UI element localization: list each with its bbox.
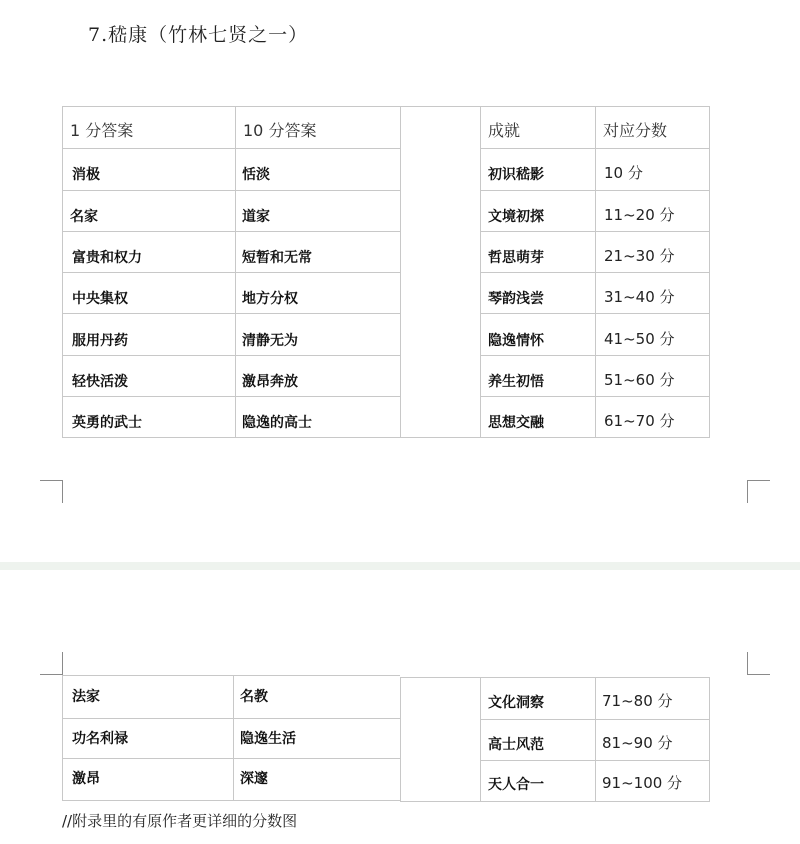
header-achievement: 成就 (488, 121, 521, 140)
achievement-name: 文化洞察 (488, 695, 544, 711)
score-range: 81~90 分 (602, 734, 673, 752)
answer-1pt: 中央集权 (72, 291, 128, 307)
page-margin-mark (40, 652, 63, 675)
answer-10pt: 清静无为 (242, 333, 298, 349)
answer-1pt: 服用丹药 (72, 333, 128, 349)
answer-10pt: 深邃 (240, 771, 268, 787)
header-score: 对应分数 (603, 121, 668, 140)
achievement-name: 思想交融 (488, 415, 544, 431)
achievement-name: 隐逸情怀 (488, 333, 544, 349)
answer-10pt: 名教 (240, 689, 268, 705)
header-1-point: 1 分答案 (70, 121, 134, 140)
answer-10pt: 地方分权 (242, 291, 298, 307)
answer-1pt: 名家 (70, 209, 98, 225)
answer-1pt: 英勇的武士 (72, 415, 142, 431)
score-range: 71~80 分 (602, 692, 673, 710)
page-margin-mark (40, 480, 63, 503)
achievement-name: 初识嵇影 (488, 167, 544, 183)
achievement-name: 琴韵浅尝 (488, 291, 544, 307)
page-margin-mark (747, 652, 770, 675)
achievement-name: 哲思萌芽 (488, 250, 544, 266)
score-range: 91~100 分 (602, 774, 683, 792)
achievement-name: 文境初探 (488, 209, 544, 225)
achievement-name: 养生初悟 (488, 374, 544, 390)
answer-10pt: 短暂和无常 (242, 250, 312, 266)
score-range: 41~50 分 (604, 330, 675, 348)
answer-1pt: 激昂 (72, 771, 100, 787)
answer-10pt: 隐逸的高士 (242, 415, 312, 431)
answer-1pt: 富贵和权力 (72, 250, 142, 266)
score-range: 51~60 分 (604, 371, 675, 389)
answer-1pt: 消极 (72, 167, 100, 183)
answer-10pt: 激昂奔放 (242, 374, 298, 390)
score-range: 11~20 分 (604, 206, 675, 224)
header-10-point: 10 分答案 (243, 121, 317, 140)
score-range: 31~40 分 (604, 288, 675, 306)
score-range: 61~70 分 (604, 412, 675, 430)
answer-1pt: 功名利禄 (72, 731, 128, 747)
answer-1pt: 轻快活泼 (72, 374, 128, 390)
score-range: 21~30 分 (604, 247, 675, 265)
answer-1pt: 法家 (72, 689, 100, 705)
page-break (0, 562, 800, 570)
achievement-name: 高士风范 (488, 737, 544, 753)
answer-10pt: 恬淡 (242, 167, 270, 183)
page-margin-mark (747, 480, 770, 503)
achievement-name: 天人合一 (488, 777, 544, 793)
score-range: 10 分 (604, 164, 643, 182)
appendix-note: //附录里的有原作者更详细的分数图 (62, 812, 298, 830)
answer-10pt: 道家 (242, 209, 270, 225)
answer-10pt: 隐逸生活 (240, 731, 296, 747)
document-title: 7.嵇康（竹林七贤之一） (88, 24, 309, 46)
